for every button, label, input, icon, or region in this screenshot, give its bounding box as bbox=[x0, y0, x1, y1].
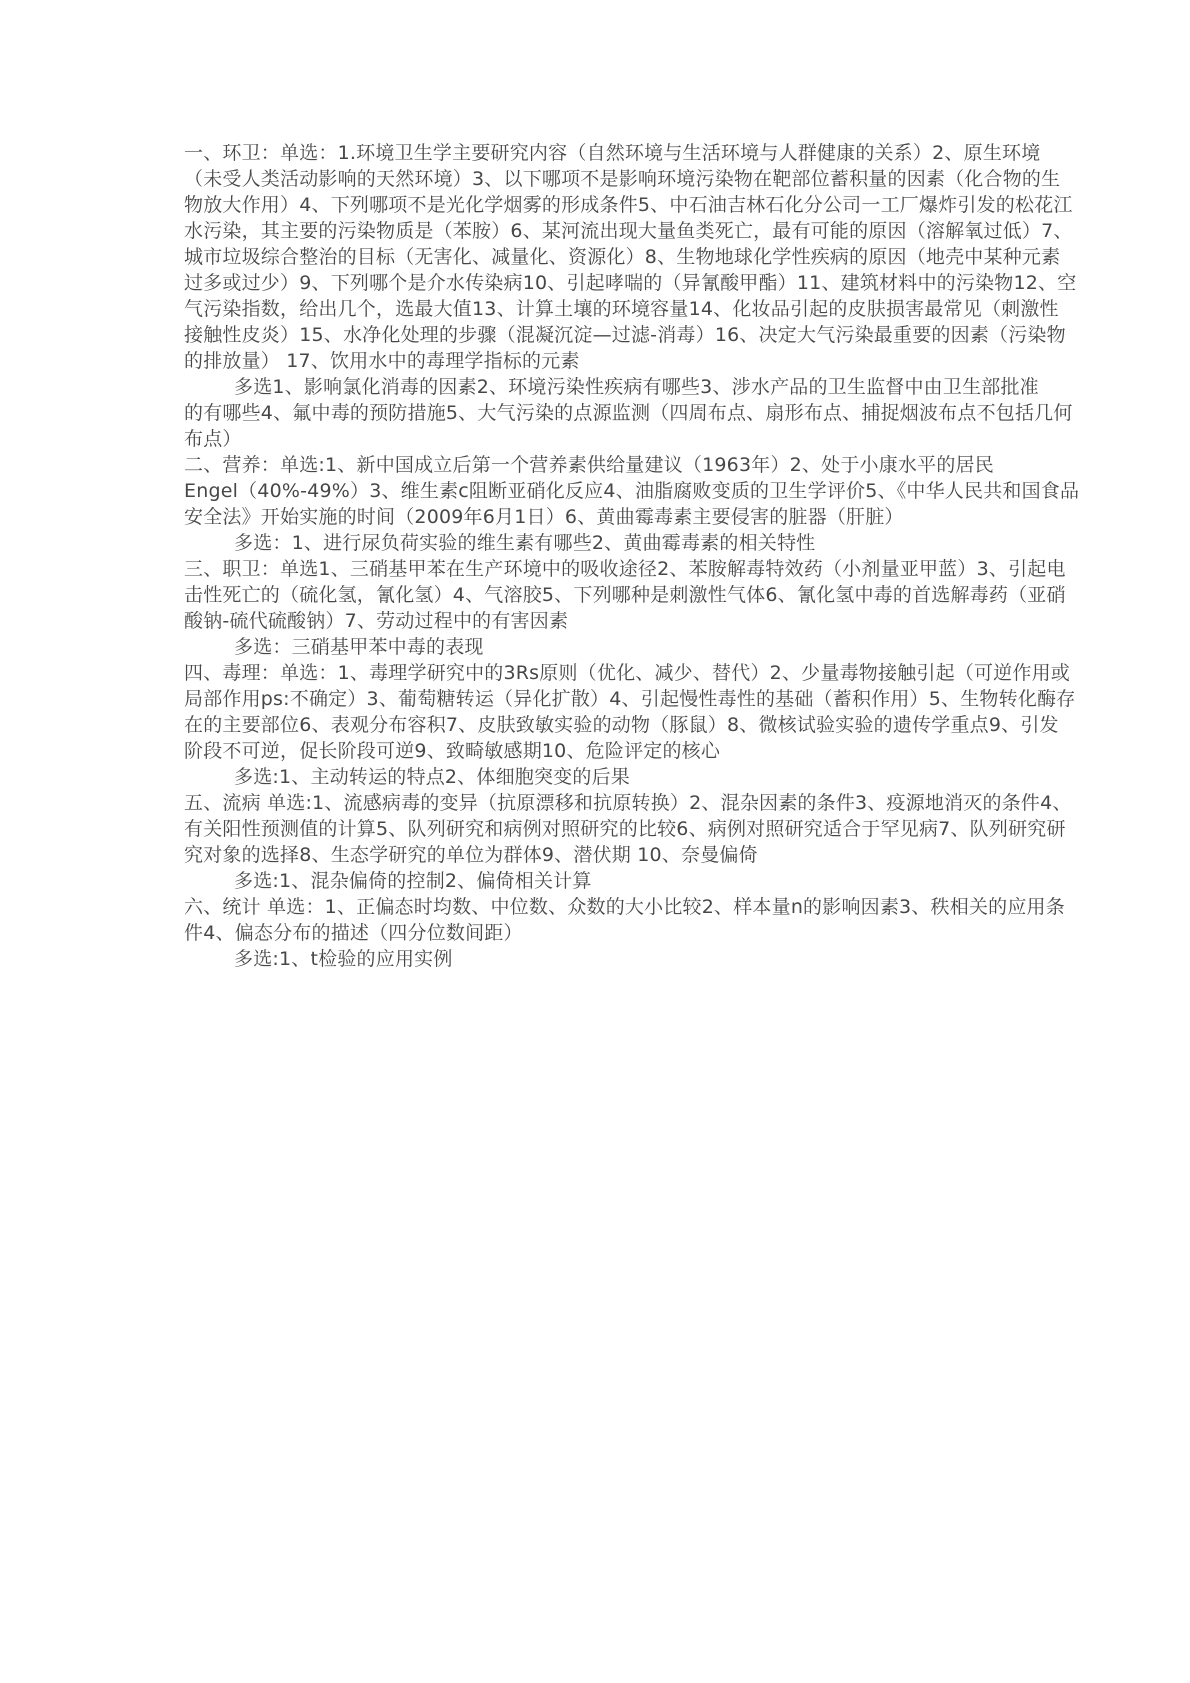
text-line: 阶段不可逆，促长阶段可逆9、致畸敏感期10、危险评定的核心 bbox=[184, 740, 721, 762]
text-line: 多选:1、混杂偏倚的控制2、偏倚相关计算 bbox=[234, 870, 592, 892]
text-line: 一、环卫：单选：1.环境卫生学主要研究内容（自然环境与生活环境与人群健康的关系）2、原生环境 bbox=[184, 142, 1041, 164]
text-line: 击性死亡的（硫化氢，氰化氢）4、气溶胶5、下列哪种是刺激性气体6、氰化氢中毒的首选解毒药（亚硝 bbox=[184, 584, 1066, 606]
text-line: 件4、偏态分布的描述（四分位数间距） bbox=[184, 922, 523, 944]
text-line: 水污染，其主要的污染物质是（苯胺）6、某河流出现大量鱼类死亡，最有可能的原因（溶解氧过低）7、 bbox=[184, 220, 1073, 242]
text-line: 二、营养：单选:1、新中国成立后第一个营养素供给量建议（1963年）2、处于小康水平的居民 bbox=[184, 454, 994, 476]
text-line: 物放大作用）4、下列哪项不是光化学烟雾的形成条件5、中石油吉林石化分公司一工厂爆炸引发的松花江 bbox=[184, 194, 1073, 216]
text-line: 酸钠-硫代硫酸钠）7、劳动过程中的有害因素 bbox=[184, 610, 569, 632]
text-line: 局部作用ps:不确定）3、葡萄糖转运（异化扩散）4、引起慢性毒性的基础（蓄积作用）5、生物转化酶存 bbox=[184, 688, 1076, 710]
text-line: 三、职卫：单选1、三硝基甲苯在生产环境中的吸收途径2、苯胺解毒特效药（小剂量亚甲蓝）3、引起电 bbox=[184, 558, 1066, 580]
text-line: 的排放量） 17、饮用水中的毒理学指标的元素 bbox=[184, 350, 580, 372]
text-line: 在的主要部位6、表观分布容积7、皮肤致敏实验的动物（豚鼠）8、微核试验实验的遗传学重点9、引发 bbox=[184, 714, 1059, 736]
study-notes-text-block bbox=[184, 140, 1080, 972]
text-line: 有关阳性预测值的计算5、队列研究和病例对照研究的比较6、病例对照研究适合于罕见病7、队列研究研 bbox=[184, 818, 1066, 840]
text-line: 究对象的选择8、生态学研究的单位为群体9、潜伏期 10、奈曼偏倚 bbox=[184, 844, 758, 866]
text-line: 气污染指数，给出几个，选最大值13、计算土壤的环境容量14、化妆品引起的皮肤损害最常见（刺激性 bbox=[184, 298, 1059, 320]
text-line: 多选：三硝基甲苯中毒的表现 bbox=[234, 636, 484, 658]
text-line: 多选:1、t检验的应用实例 bbox=[234, 948, 453, 970]
text-line: 过多或过少）9、下列哪个是介水传染病10、引起哮喘的（异氰酸甲酯）11、建筑材料中的污染物12、空 bbox=[184, 272, 1077, 294]
text-line: 布点） bbox=[184, 428, 242, 450]
text-line: 六、统计 单选：1、正偏态时均数、中位数、众数的大小比较2、样本量n的影响因素3、秩相关的应用条 bbox=[184, 896, 1065, 918]
text-line: 接触性皮炎）15、水净化处理的步骤（混凝沉淀—过滤-消毒）16、决定大气污染最重要的因素（污染物 bbox=[184, 324, 1066, 346]
text-line: 安全法》开始实施的时间（2009年6月1日）6、黄曲霉毒素主要侵害的脏器（肝脏） bbox=[184, 506, 904, 528]
text-line: 多选1、影响氯化消毒的因素2、环境污染性疾病有哪些3、涉水产品的卫生监督中由卫生部批准 bbox=[234, 376, 1039, 398]
text-line: Engel（40%-49%）3、维生素c阻断亚硝化反应4、油脂腐败变质的卫生学评价5、《中华人民共和国食品 bbox=[184, 480, 1080, 502]
text-line: 四、毒理：单选：1、毒理学研究中的3Rs原则（优化、减少、替代）2、少量毒物接触引起（可逆作用或 bbox=[184, 662, 1070, 684]
text-line: （未受人类活动影响的天然环境）3、以下哪项不是影响环境污染物在靶部位蓄积量的因素（化合物的生 bbox=[184, 168, 1061, 190]
text-line: 的有哪些4、氟中毒的预防措施5、大气污染的点源监测（四周布点、扇形布点、捕捉烟波布点不包括几何 bbox=[184, 402, 1073, 424]
text-line: 五、流病 单选:1、流感病毒的变异（抗原漂移和抗原转换）2、混杂因素的条件3、疫源地消灭的条件4、 bbox=[184, 792, 1072, 814]
text-line: 多选:1、主动转运的特点2、体细胞突变的后果 bbox=[234, 766, 630, 788]
text-line: 多选：1、进行尿负荷实验的维生素有哪些2、黄曲霉毒素的相关特性 bbox=[234, 532, 816, 554]
text-line: 城市垃圾综合整治的目标（无害化、减量化、资源化）8、生物地球化学性疾病的原因（地壳中某种元素 bbox=[184, 246, 1061, 268]
